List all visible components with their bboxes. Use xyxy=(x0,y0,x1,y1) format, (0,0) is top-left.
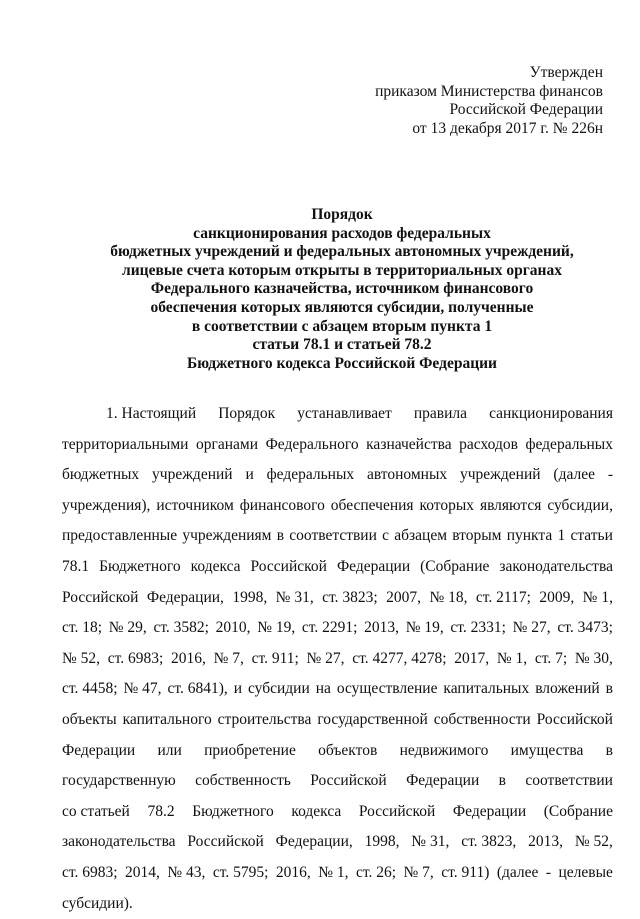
body-word: целевые xyxy=(559,858,613,889)
body-line xyxy=(62,889,613,919)
body-line xyxy=(62,521,613,552)
body-word: санкционирования xyxy=(489,399,613,430)
body-word: собственность xyxy=(195,766,291,797)
body-word: автономных xyxy=(367,460,447,491)
body-word: и xyxy=(245,460,253,491)
body-word: на xyxy=(316,674,331,705)
body-word: кодекса xyxy=(191,552,241,583)
body-word: вторым xyxy=(452,521,501,552)
body-word: ст. 4458; xyxy=(62,674,118,705)
title-line: Федерального казначейства, источником финансового xyxy=(72,280,612,299)
body-word: строительства xyxy=(218,705,312,736)
body-word: 1998, xyxy=(232,583,267,614)
body-word: Российской xyxy=(359,797,435,828)
body-word: № 27, xyxy=(307,644,345,675)
body-word: ст. 6841), xyxy=(168,674,228,705)
body-word: учреждения), xyxy=(62,491,150,522)
body-word: ст. 18; xyxy=(62,613,102,644)
body-word: источником xyxy=(156,491,234,522)
body-word: 2013, xyxy=(528,827,563,858)
body-word: имущества xyxy=(511,736,584,767)
body-word: с xyxy=(382,521,389,552)
body-word: в xyxy=(499,766,506,797)
body-word: учреждений xyxy=(152,460,233,491)
body-word: федеральных xyxy=(525,430,613,461)
body-word: № 1, xyxy=(583,583,613,614)
body-word: № 31, xyxy=(276,583,314,614)
body-word: ст. 4277, 4278; xyxy=(352,644,446,675)
body-word: 2014, xyxy=(125,858,160,889)
body-line xyxy=(62,674,613,705)
body-word: № 7, xyxy=(404,858,434,889)
body-word: 2009, xyxy=(539,583,574,614)
body-word: и xyxy=(234,674,242,705)
body-word: № 1, xyxy=(318,858,348,889)
body-word: территориальными xyxy=(62,430,188,461)
body-word: кодекса xyxy=(291,797,341,828)
body-word: № 29, xyxy=(109,613,147,644)
body-word: (далее xyxy=(497,858,539,889)
body-word: ст. 2291; xyxy=(302,613,358,644)
body-word: 2017, xyxy=(454,644,489,675)
document-title xyxy=(72,206,612,373)
body-word: государственной xyxy=(317,705,427,736)
body-word: № 19, xyxy=(406,613,444,644)
body-word: Порядок xyxy=(218,399,275,430)
body-line xyxy=(62,858,613,889)
body-word: государственную xyxy=(62,766,176,797)
body-word: федеральных xyxy=(267,460,355,491)
body-word: ст. 911; xyxy=(252,644,299,675)
approval-line: от 13 декабря 2017 г. № 226н xyxy=(375,120,603,139)
approval-line: приказом Министерства финансов xyxy=(375,83,603,102)
body-word: 2016, xyxy=(171,644,206,675)
body-word: статьи xyxy=(570,521,612,552)
body-word: ст. 3823; xyxy=(322,583,378,614)
body-word: Федерального xyxy=(266,430,359,461)
body-word: предоставленные xyxy=(62,521,177,552)
body-word: 1 xyxy=(557,521,565,552)
body-word: ст. 6983; xyxy=(62,858,118,889)
body-line xyxy=(62,766,613,797)
body-word: соответствии xyxy=(289,521,377,552)
body-word: в xyxy=(606,674,613,705)
body-word: № 43, xyxy=(167,858,205,889)
body-word: ст. 6983; xyxy=(108,644,164,675)
body-word: Федерации xyxy=(62,736,135,767)
body-word: ст. 3823, xyxy=(461,827,516,858)
body-word: Российской xyxy=(187,827,263,858)
body-word: 78.2 xyxy=(147,797,174,828)
body-word: вложений xyxy=(535,674,599,705)
body-word: ст. 2331; xyxy=(450,613,506,644)
body-word: № 52, xyxy=(62,644,100,675)
body-word: - xyxy=(546,858,551,889)
body-word: недвижимого xyxy=(400,736,489,767)
body-word: осуществление xyxy=(337,674,438,705)
body-word: № 27, xyxy=(513,613,551,644)
body-word: учреждениям xyxy=(182,521,271,552)
title-line: санкционирования расходов федеральных xyxy=(72,225,612,244)
body-word: Федерации, xyxy=(276,827,353,858)
body-word: устанавливает xyxy=(297,399,391,430)
title-line: Бюджетного кодекса Российской Федерации xyxy=(72,355,612,374)
body-word: капитального xyxy=(123,705,212,736)
body-word: Федерации xyxy=(406,766,479,797)
body-word: Российской xyxy=(310,766,386,797)
body-word: № 19, xyxy=(257,613,295,644)
body-word: Бюджетного xyxy=(99,552,181,583)
body-word: объектов xyxy=(318,736,377,767)
body-line xyxy=(62,430,613,461)
body-word: законодательства xyxy=(499,552,613,583)
body-word: казначейства xyxy=(366,430,451,461)
body-word: капитальных xyxy=(443,674,529,705)
body-word: абзацем xyxy=(394,521,447,552)
body-word: ст. 3473; xyxy=(557,613,613,644)
body-word: № 52, xyxy=(575,827,613,858)
body-word: Федерации xyxy=(453,797,526,828)
body-word: (Собрание xyxy=(544,797,613,828)
body-word: законодательства xyxy=(62,827,176,858)
body-word: расходов xyxy=(459,430,518,461)
body-word: № 30, xyxy=(575,644,613,675)
body-word: учреждений xyxy=(460,460,541,491)
body-word: бюджетных xyxy=(62,460,139,491)
body-word: или xyxy=(158,736,182,767)
body-word: 2010, xyxy=(216,613,251,644)
body-word: правила xyxy=(414,399,467,430)
body-line xyxy=(62,705,613,736)
body-word: ст. 7; xyxy=(535,644,567,675)
body-word: Бюджетного xyxy=(192,797,274,828)
body-word: субсидии). xyxy=(62,889,133,919)
body-line xyxy=(62,797,613,828)
body-word: № 31, xyxy=(411,827,449,858)
body-word: 78.1 xyxy=(62,552,89,583)
body-word: которых xyxy=(419,491,474,522)
body-word: финансового xyxy=(240,491,325,522)
body-word: 2007, xyxy=(386,583,421,614)
body-word: со статьей xyxy=(62,797,130,828)
body-line xyxy=(62,399,613,430)
body-word: Российской xyxy=(251,552,327,583)
body-word: (Собрание xyxy=(420,552,489,583)
title-line: Порядок xyxy=(72,206,612,225)
body-word: Федерации, xyxy=(147,583,224,614)
body-word: ст. 26; xyxy=(356,858,396,889)
body-word: приобретение xyxy=(204,736,296,767)
body-line xyxy=(62,827,613,858)
body-word: № 1, xyxy=(497,644,527,675)
body-word: органами xyxy=(196,430,258,461)
body-word: ст. 2117; xyxy=(476,583,531,614)
body-word: являются xyxy=(480,491,541,522)
body-word: Российской xyxy=(537,705,613,736)
approval-line: Утвержден xyxy=(375,64,603,83)
body-word: 2013, xyxy=(364,613,399,644)
title-line: статьи 78.1 и статьей 78.2 xyxy=(72,336,612,355)
approval-line: Российской Федерации xyxy=(375,101,603,120)
body-word: ст. 5795; xyxy=(213,858,269,889)
body-word: объекты xyxy=(62,705,117,736)
approval-stamp xyxy=(375,64,603,138)
body-word: ст. 911) xyxy=(441,858,489,889)
body-paragraph xyxy=(62,399,613,919)
body-word: № 18, xyxy=(429,583,467,614)
body-word: - xyxy=(608,460,613,491)
body-word: ст. 3582; xyxy=(153,613,209,644)
body-word: 1998, xyxy=(365,827,400,858)
body-word: в xyxy=(277,521,284,552)
body-line xyxy=(62,613,613,644)
body-word: № 7, xyxy=(214,644,244,675)
title-line: в соответствии с абзацем вторым пункта 1 xyxy=(72,318,612,337)
body-word: Федерации xyxy=(337,552,410,583)
body-word: обеспечения xyxy=(331,491,414,522)
body-word: 2016, xyxy=(276,858,311,889)
title-line: обеспечения которых являются субсидии, полученные xyxy=(72,299,612,318)
body-word: пункта xyxy=(507,521,553,552)
body-word: соответствии xyxy=(525,766,613,797)
body-line xyxy=(62,644,613,675)
body-word: субсидии xyxy=(248,674,310,705)
body-word: субсидии, xyxy=(547,491,613,522)
title-line: лицевые счета которым открыты в территориальных органах xyxy=(72,262,612,281)
body-line xyxy=(62,552,613,583)
title-line: бюджетных учреждений и федеральных автономных учреждений, xyxy=(72,243,612,262)
body-word: 1. Настоящий xyxy=(106,399,196,430)
body-word: (далее xyxy=(553,460,595,491)
body-line xyxy=(62,736,613,767)
body-word: собственности xyxy=(434,705,531,736)
body-line xyxy=(62,491,613,522)
body-line xyxy=(62,583,613,614)
body-word: в xyxy=(606,736,613,767)
body-line xyxy=(62,460,613,491)
body-word: Российской xyxy=(62,583,138,614)
body-word: № 47, xyxy=(124,674,162,705)
